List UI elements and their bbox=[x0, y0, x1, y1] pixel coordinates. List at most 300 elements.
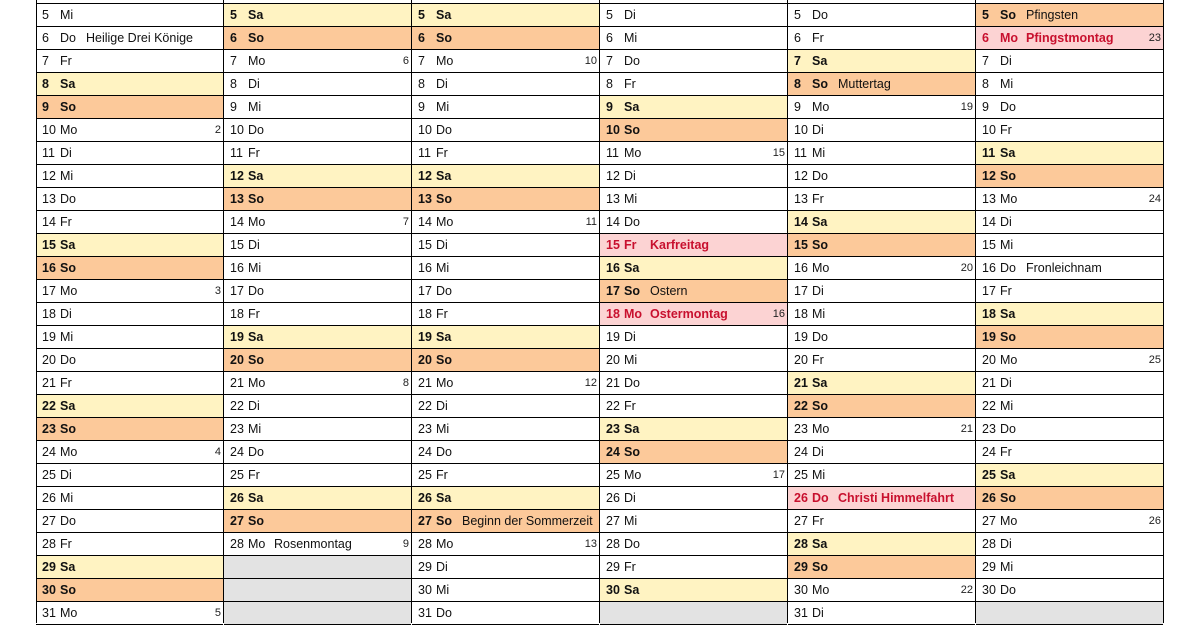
day-cell bbox=[600, 50, 787, 73]
weekday-label: Di bbox=[436, 77, 448, 91]
weekday-label: Sa bbox=[248, 8, 264, 22]
day-cell bbox=[600, 487, 787, 510]
day-cell bbox=[788, 257, 975, 280]
day-cell bbox=[788, 349, 975, 372]
day-number: 30 bbox=[982, 583, 996, 597]
weekday-label: So bbox=[1000, 169, 1016, 183]
day-cell bbox=[412, 234, 599, 257]
day-number: 5 bbox=[606, 8, 613, 22]
day-number: 29 bbox=[42, 560, 56, 574]
day-cell bbox=[412, 579, 599, 602]
day-number: 24 bbox=[230, 445, 244, 459]
day-cell bbox=[412, 211, 599, 234]
weekday-label: Mi bbox=[60, 330, 74, 344]
day-cell bbox=[788, 50, 975, 73]
day-number: 27 bbox=[794, 514, 808, 528]
day-cell bbox=[976, 188, 1163, 211]
weekday-label: Mi bbox=[812, 307, 826, 321]
day-cell bbox=[600, 4, 787, 27]
weekday-label: Fr bbox=[248, 468, 260, 482]
day-cell bbox=[600, 556, 787, 579]
day-number: 23 bbox=[42, 422, 56, 436]
day-cell bbox=[36, 4, 223, 27]
day-number: 31 bbox=[418, 606, 432, 620]
day-cell bbox=[224, 533, 411, 556]
day-cell bbox=[976, 326, 1163, 349]
weekday-label: Do bbox=[624, 537, 640, 551]
weekday-label: So bbox=[248, 514, 264, 528]
weekday-label: Di bbox=[60, 146, 72, 160]
weekday-label: Di bbox=[60, 468, 72, 482]
day-number: 17 bbox=[42, 284, 56, 298]
day-cell bbox=[224, 96, 411, 119]
day-number: 20 bbox=[42, 353, 56, 367]
day-cell bbox=[788, 418, 975, 441]
day-cell bbox=[976, 119, 1163, 142]
day-number: 13 bbox=[42, 192, 56, 206]
day-cell bbox=[600, 510, 787, 533]
day-cell bbox=[412, 96, 599, 119]
day-number: 15 bbox=[418, 238, 432, 252]
weekday-label: Mo bbox=[436, 215, 454, 229]
weekday-label: Sa bbox=[812, 537, 828, 551]
day-cell bbox=[788, 303, 975, 326]
day-number: 10 bbox=[794, 123, 808, 137]
weekday-label: Di bbox=[1000, 376, 1012, 390]
column-divider bbox=[787, 0, 788, 623]
day-number: 20 bbox=[418, 353, 432, 367]
weekday-label: Di bbox=[812, 284, 824, 298]
day-cell bbox=[600, 211, 787, 234]
day-number: 5 bbox=[982, 8, 989, 22]
weekday-label: Do bbox=[60, 514, 76, 528]
weekday-label: Mi bbox=[624, 192, 638, 206]
weekday-label: So bbox=[624, 123, 640, 137]
weekday-label: Mi bbox=[1000, 399, 1014, 413]
weekday-label: So bbox=[248, 31, 264, 45]
weekday-label: Mo bbox=[624, 468, 642, 482]
day-cell bbox=[224, 372, 411, 395]
weekday-label: Do bbox=[436, 606, 452, 620]
day-number: 6 bbox=[230, 31, 237, 45]
day-cell bbox=[788, 165, 975, 188]
weekday-label: Mo bbox=[812, 100, 830, 114]
day-number: 14 bbox=[42, 215, 56, 229]
day-cell bbox=[412, 142, 599, 165]
weekday-label: Mo bbox=[1000, 31, 1019, 45]
event-label: Heilige Drei Könige bbox=[86, 31, 194, 45]
week-number: 7 bbox=[402, 216, 409, 228]
weekday-label: Fr bbox=[60, 215, 72, 229]
weekday-label: Fr bbox=[1000, 445, 1012, 459]
week-number: 17 bbox=[772, 469, 785, 481]
day-number: 28 bbox=[418, 537, 432, 551]
weekday-label: Do bbox=[60, 31, 76, 45]
day-number: 26 bbox=[418, 491, 432, 505]
event-label: Beginn der Sommerzeit bbox=[462, 514, 593, 528]
empty-cell bbox=[224, 602, 411, 625]
day-cell bbox=[600, 27, 787, 50]
day-number: 15 bbox=[794, 238, 808, 252]
day-cell bbox=[788, 441, 975, 464]
day-number: 29 bbox=[418, 560, 432, 574]
weekday-label: So bbox=[436, 31, 452, 45]
day-number: 30 bbox=[794, 583, 808, 597]
weekday-label: Do bbox=[248, 284, 264, 298]
weekday-label: Sa bbox=[812, 54, 828, 68]
day-cell bbox=[36, 257, 223, 280]
day-cell bbox=[36, 579, 223, 602]
weekday-label: Sa bbox=[624, 422, 640, 436]
weekday-label: Sa bbox=[248, 491, 264, 505]
day-number: 16 bbox=[982, 261, 996, 275]
day-cell bbox=[788, 464, 975, 487]
weekday-label: Di bbox=[436, 238, 448, 252]
weekday-label: Fr bbox=[812, 31, 824, 45]
week-number: 5 bbox=[214, 607, 221, 619]
day-number: 13 bbox=[794, 192, 808, 206]
day-cell bbox=[36, 211, 223, 234]
day-number: 25 bbox=[794, 468, 808, 482]
empty-cell bbox=[224, 579, 411, 602]
weekday-label: Fr bbox=[624, 77, 636, 91]
day-number: 17 bbox=[794, 284, 808, 298]
day-cell bbox=[788, 533, 975, 556]
day-number: 29 bbox=[982, 560, 996, 574]
day-number: 19 bbox=[230, 330, 244, 344]
day-cell bbox=[224, 280, 411, 303]
weekday-label: Sa bbox=[1000, 307, 1016, 321]
weekday-label: So bbox=[248, 192, 264, 206]
day-number: 25 bbox=[982, 468, 996, 482]
weekday-label: Sa bbox=[60, 399, 76, 413]
weekday-label: Sa bbox=[1000, 146, 1016, 160]
weekday-label: So bbox=[1000, 330, 1016, 344]
day-cell bbox=[36, 533, 223, 556]
day-cell bbox=[224, 464, 411, 487]
day-number: 26 bbox=[982, 491, 996, 505]
weekday-label: Mo bbox=[1000, 192, 1018, 206]
weekday-label: Sa bbox=[624, 100, 640, 114]
day-number: 15 bbox=[982, 238, 996, 252]
day-number: 11 bbox=[606, 146, 619, 160]
weekday-label: Di bbox=[812, 606, 824, 620]
day-number: 9 bbox=[418, 100, 425, 114]
day-cell bbox=[36, 27, 223, 50]
column-divider bbox=[599, 0, 600, 623]
week-number: 26 bbox=[1148, 515, 1161, 527]
weekday-label: Mi bbox=[248, 100, 262, 114]
day-number: 26 bbox=[42, 491, 56, 505]
weekday-label: Mo bbox=[248, 537, 266, 551]
weekday-label: Mi bbox=[436, 583, 450, 597]
week-number: 12 bbox=[584, 377, 597, 389]
day-cell bbox=[976, 441, 1163, 464]
day-number: 22 bbox=[230, 399, 244, 413]
day-cell bbox=[976, 372, 1163, 395]
day-number: 6 bbox=[606, 31, 613, 45]
day-number: 16 bbox=[606, 261, 620, 275]
day-cell bbox=[600, 165, 787, 188]
weekday-label: Mi bbox=[624, 514, 638, 528]
day-cell bbox=[412, 441, 599, 464]
weekday-label: Di bbox=[248, 77, 260, 91]
day-number: 19 bbox=[982, 330, 996, 344]
weekday-label: So bbox=[248, 353, 264, 367]
event-label: Karfreitag bbox=[650, 238, 710, 252]
weekday-label: Mi bbox=[812, 146, 826, 160]
day-cell bbox=[36, 441, 223, 464]
day-cell bbox=[224, 418, 411, 441]
day-number: 21 bbox=[982, 376, 996, 390]
weekday-label: So bbox=[436, 192, 452, 206]
day-number: 14 bbox=[418, 215, 432, 229]
day-number: 29 bbox=[794, 560, 808, 574]
weekday-label: Do bbox=[436, 284, 452, 298]
day-number: 23 bbox=[230, 422, 244, 436]
weekday-label: Fr bbox=[60, 54, 72, 68]
day-cell bbox=[788, 579, 975, 602]
weekday-label: Sa bbox=[248, 169, 264, 183]
weekday-label: Fr bbox=[1000, 284, 1012, 298]
day-number: 14 bbox=[982, 215, 996, 229]
weekday-label: Di bbox=[624, 491, 636, 505]
day-cell bbox=[224, 487, 411, 510]
weekday-label: Di bbox=[624, 8, 636, 22]
day-number: 8 bbox=[606, 77, 613, 91]
day-number: 14 bbox=[794, 215, 808, 229]
week-number: 6 bbox=[402, 55, 409, 67]
column-divider bbox=[411, 0, 412, 623]
weekday-label: Mo bbox=[436, 537, 454, 551]
event-label: Ostern bbox=[650, 284, 688, 298]
day-cell bbox=[600, 73, 787, 96]
empty-cell bbox=[976, 602, 1163, 625]
weekday-label: Mi bbox=[624, 31, 638, 45]
day-cell bbox=[976, 27, 1163, 50]
weekday-label: Mi bbox=[60, 169, 74, 183]
event-label: Christi Himmelfahrt bbox=[838, 491, 954, 505]
weekday-label: Fr bbox=[812, 514, 824, 528]
day-number: 13 bbox=[606, 192, 620, 206]
day-cell bbox=[788, 602, 975, 625]
day-number: 10 bbox=[418, 123, 432, 137]
weekday-label: Di bbox=[1000, 54, 1012, 68]
day-number: 22 bbox=[794, 399, 808, 413]
day-cell bbox=[976, 257, 1163, 280]
day-cell bbox=[600, 96, 787, 119]
day-number: 9 bbox=[794, 100, 801, 114]
day-cell bbox=[36, 602, 223, 625]
weekday-label: Mo bbox=[60, 445, 78, 459]
weekday-label: Fr bbox=[60, 537, 72, 551]
day-number: 24 bbox=[418, 445, 432, 459]
day-number: 25 bbox=[418, 468, 432, 482]
day-number: 20 bbox=[982, 353, 996, 367]
weekday-label: Mo bbox=[248, 376, 266, 390]
day-cell bbox=[600, 188, 787, 211]
weekday-label: So bbox=[436, 514, 452, 528]
day-cell bbox=[600, 349, 787, 372]
day-cell bbox=[976, 4, 1163, 27]
weekday-label: Di bbox=[1000, 215, 1012, 229]
weekday-label: Sa bbox=[436, 169, 452, 183]
weekday-label: Mi bbox=[436, 422, 450, 436]
day-cell bbox=[788, 142, 975, 165]
day-number: 12 bbox=[982, 169, 996, 183]
day-cell bbox=[36, 142, 223, 165]
day-number: 31 bbox=[794, 606, 808, 620]
day-cell bbox=[36, 73, 223, 96]
weekday-label: So bbox=[60, 583, 76, 597]
weekday-label: Sa bbox=[624, 583, 640, 597]
week-number: 22 bbox=[960, 584, 973, 596]
day-cell bbox=[412, 487, 599, 510]
day-cell bbox=[412, 303, 599, 326]
day-cell bbox=[36, 487, 223, 510]
day-cell bbox=[36, 418, 223, 441]
weekday-label: Do bbox=[60, 192, 76, 206]
day-cell bbox=[788, 211, 975, 234]
day-cell bbox=[224, 73, 411, 96]
weekday-label: Fr bbox=[248, 307, 260, 321]
day-number: 10 bbox=[606, 123, 620, 137]
day-number: 27 bbox=[982, 514, 996, 528]
day-cell bbox=[36, 50, 223, 73]
day-number: 16 bbox=[794, 261, 808, 275]
day-number: 24 bbox=[42, 445, 56, 459]
day-cell bbox=[788, 119, 975, 142]
day-cell bbox=[36, 349, 223, 372]
event-label: Pfingsten bbox=[1026, 8, 1079, 22]
weekday-label: Di bbox=[60, 307, 72, 321]
weekday-label: Mi bbox=[248, 261, 262, 275]
day-number: 22 bbox=[606, 399, 620, 413]
day-number: 18 bbox=[794, 307, 808, 321]
day-number: 5 bbox=[794, 8, 801, 22]
week-number: 2 bbox=[214, 124, 221, 136]
day-number: 19 bbox=[418, 330, 432, 344]
day-number: 9 bbox=[42, 100, 49, 114]
weekday-label: Sa bbox=[60, 560, 76, 574]
day-cell bbox=[224, 27, 411, 50]
day-number: 24 bbox=[982, 445, 996, 459]
weekday-label: Fr bbox=[624, 238, 637, 252]
day-cell bbox=[788, 326, 975, 349]
weekday-label: Do bbox=[624, 215, 640, 229]
day-number: 15 bbox=[42, 238, 56, 252]
day-cell bbox=[36, 464, 223, 487]
week-number: 20 bbox=[960, 262, 973, 274]
day-cell bbox=[412, 326, 599, 349]
weekday-label: Do bbox=[248, 445, 264, 459]
weekday-label: Do bbox=[624, 54, 640, 68]
day-cell bbox=[976, 464, 1163, 487]
day-cell bbox=[976, 556, 1163, 579]
day-number: 20 bbox=[230, 353, 244, 367]
day-cell bbox=[412, 73, 599, 96]
day-number: 28 bbox=[982, 537, 996, 551]
day-number: 11 bbox=[230, 146, 243, 160]
day-cell bbox=[600, 418, 787, 441]
weekday-label: Mo bbox=[248, 215, 266, 229]
day-cell bbox=[412, 556, 599, 579]
day-cell bbox=[412, 395, 599, 418]
week-number: 4 bbox=[214, 446, 221, 458]
day-number: 28 bbox=[42, 537, 56, 551]
day-number: 28 bbox=[230, 537, 244, 551]
day-cell bbox=[412, 280, 599, 303]
day-number: 23 bbox=[418, 422, 432, 436]
day-cell bbox=[224, 326, 411, 349]
day-number: 9 bbox=[230, 100, 237, 114]
day-number: 27 bbox=[230, 514, 244, 528]
weekday-label: Mi bbox=[60, 491, 74, 505]
day-number: 12 bbox=[606, 169, 620, 183]
day-cell bbox=[36, 96, 223, 119]
day-cell bbox=[788, 27, 975, 50]
day-number: 22 bbox=[42, 399, 56, 413]
weekday-label: So bbox=[624, 284, 640, 298]
day-cell bbox=[36, 556, 223, 579]
day-cell bbox=[976, 280, 1163, 303]
calendar-grid bbox=[36, 0, 1164, 630]
week-number: 21 bbox=[960, 423, 973, 435]
week-number: 16 bbox=[772, 308, 785, 320]
day-number: 18 bbox=[42, 307, 56, 321]
day-cell bbox=[600, 303, 787, 326]
day-number: 19 bbox=[794, 330, 808, 344]
weekday-label: Do bbox=[436, 123, 452, 137]
day-number: 27 bbox=[606, 514, 620, 528]
empty-cell bbox=[224, 556, 411, 579]
weekday-label: Di bbox=[624, 330, 636, 344]
weekday-label: Di bbox=[248, 238, 260, 252]
day-cell bbox=[600, 142, 787, 165]
day-number: 17 bbox=[418, 284, 432, 298]
day-cell bbox=[600, 441, 787, 464]
week-number: 10 bbox=[584, 55, 597, 67]
day-number: 26 bbox=[230, 491, 244, 505]
day-cell bbox=[788, 372, 975, 395]
day-cell bbox=[36, 372, 223, 395]
weekday-label: Mo bbox=[60, 284, 78, 298]
day-cell bbox=[788, 4, 975, 27]
day-cell bbox=[600, 395, 787, 418]
weekday-label: Sa bbox=[248, 330, 264, 344]
day-number: 12 bbox=[794, 169, 808, 183]
weekday-label: Mo bbox=[812, 583, 830, 597]
day-cell bbox=[788, 234, 975, 257]
weekday-label: Mi bbox=[1000, 560, 1014, 574]
day-cell bbox=[412, 418, 599, 441]
day-number: 12 bbox=[418, 169, 432, 183]
weekday-label: Sa bbox=[436, 330, 452, 344]
day-number: 13 bbox=[230, 192, 244, 206]
day-number: 31 bbox=[42, 606, 56, 620]
day-number: 21 bbox=[230, 376, 244, 390]
day-cell bbox=[788, 395, 975, 418]
weekday-label: Fr bbox=[624, 560, 636, 574]
day-cell bbox=[788, 556, 975, 579]
weekday-label: Di bbox=[812, 123, 824, 137]
weekday-label: So bbox=[812, 399, 828, 413]
weekday-label: Mo bbox=[1000, 514, 1018, 528]
weekday-label: Fr bbox=[812, 353, 824, 367]
day-number: 5 bbox=[418, 8, 425, 22]
weekday-label: So bbox=[812, 238, 828, 252]
weekday-label: So bbox=[60, 100, 76, 114]
